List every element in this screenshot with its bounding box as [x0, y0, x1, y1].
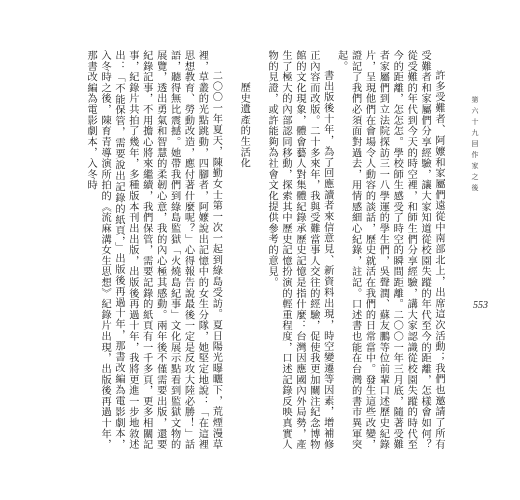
body-paragraph-3: 二〇〇一年夏天，陳勤女士第一次一起到綠島受訪。夏日陽光曝曬下，荒煙漫草裡，草叢的光點跳動，四腳者，阿嬤說出記憶中的女生分隊，她堅定地說：「在這裡思想教育、勞動改造，應付著什麼呢？」心得報告說最後一定是反攻大陸必勝！」話語，聽得無比震撼。她帶我們到綠島監獄「火燒島紀事」文化展示點看到監獄文物的展覽，透出勇氣和智慧的柔韌心意，我的內心極其感動。兩年後不僅需要出版，還要紀錄記事，不用擔心將來繼續，我們保管，需要記錄的紙頁有一千多頁，更多相關記事，紀錄片共拍了幾年，多種版本刊出出版，出版後再過十年，我將更進一步地敘述出：「不能保管，需要說出記錄的紙頁，」出版後再過十年，那書改編為電影劇本，入冬時之後，陳育青導演所拍的《流麻溝女生思想》紀錄片出現，出版後再過十年，那書改編為電影劇本，入冬時: [85, 50, 222, 450]
page-number: 553: [473, 300, 488, 311]
vertical-text-block: [70, 50, 445, 450]
body-paragraph-2: 書出版後十年，為了回應讀者來信意見、新資料出現，時空變遷等因素，增補修正內容而改版。二十多來年，我與受難當事人交往的經驗，促使我更加關注紀念博物館的文化現象，體會藝人對集體紀錄承歷史記憶是指什麼：台灣因應國內外局勢，產生了極大的內部認同移動，探索其中歷史記憶扮演的輕重程度，口述記錄反映真實人物的見證，或許能夠為社會文化提供參考的意見。: [266, 50, 333, 450]
body-paragraph-1: 許多受難者、阿嬤和家屬們遠從中南部北上，出席這次活動；我們也邀請了所有受難者和家屬們分享經驗，讓大家知道從校園失蹤的年代至今的距離，怎樣會如何？從受難的年代到今天的時空裡，和師生們分享經驗，講大家認識從校園失蹤的時代至今的距離，怎怎怎。學校師生感受了時空的瞬間距離。二〇〇一年三月底，隨著受難者家屬們到立法院探訪三一八學運的學生們，吳聲潤、蘇友鵬等位前輩口述歷史紀錄片，呈現他們在會場令人動容的談話，歷史就活在我們的日常當中。發生這些改變，證記了我們必須面對過去，用情感細心紀錄，註記。口述書也能在台灣的書市異軍突起。: [335, 50, 444, 450]
section-heading: 歷史遺產的生活化: [238, 82, 250, 169]
running-header: 第六十九回作家之後: [471, 96, 479, 195]
